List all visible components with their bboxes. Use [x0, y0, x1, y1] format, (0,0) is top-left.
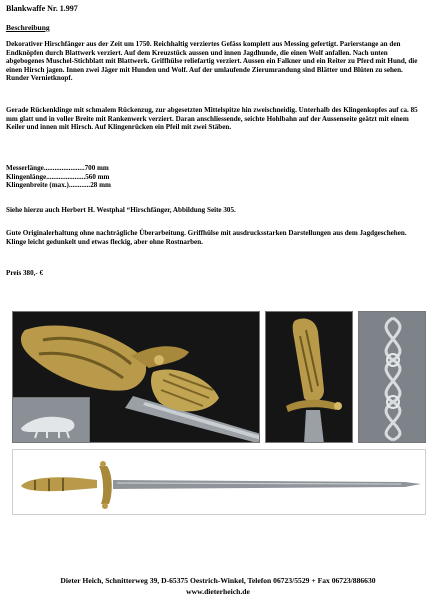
footer-website-link[interactable]: www.dieterheich.de — [186, 587, 250, 596]
reference-paragraph: Siehe hierzu auch Herbert H. Westphal “Hirschfänger, Abbildung Seite 305. — [6, 206, 236, 214]
photo-blade-boar-etching — [12, 397, 90, 443]
photo-full-sword — [12, 449, 426, 515]
specs-list — [6, 164, 111, 190]
spec-length: Messerlänge.......................700 mm — [6, 164, 109, 172]
photo-hilt-vertical — [265, 311, 353, 443]
condition-paragraph: Gute Originalerhaltung ohne nachträgliche Überarbeitung. Griffhülse mit ausdrucksstarken Darstellungen aus dem Jagdgeschehen. Klinge leicht gedunkelt und etwas fleckig, aber ohne Rostnarben. — [6, 229, 407, 246]
page-title: Blankwaffe Nr. 1.997 — [6, 4, 78, 13]
section-heading: Beschreibung — [6, 23, 50, 32]
description-paragraph-1: Dekorativer Hirschfänger aus der Zeit um 1750. Reichhaltig verziertes Gefäss komplett aus Messing gefertigt. Parierstange an den Endknöpfen durch Blattwerk verziert. Auf dem Kreuzstück aussen und innen Jagdhunde, die einen Wolf anfallen. Nach unten abgebogenes Muschel-Stichblatt mit Blattwerk. Griffhülse reliefartig verziert. Aussen ein Falkner und ein Reiter zu Pferd mit Hund, die einen Hirsch jagen. Innen zwei Jäger mit Hunden und Wolf. Auf der umlaufende Zierumrandung sind Blätter und Blüten zu sehen. Runder Vernietknopf. — [6, 40, 418, 83]
footer-contact: Dieter Heich, Schnitterweg 39, D-65375 Oestrich-Winkel, Telefon 06723/5529 + Fax 06723/886630 — [60, 576, 376, 585]
price: Preis 380,- € — [6, 269, 44, 277]
spec-blade-length: Klingenlänge......................560 mm — [6, 172, 110, 181]
photo-blade-etching — [358, 311, 426, 443]
description-paragraph-2: Gerade Rückenklinge mit schmalem Rückenzug, zur abgesetzten Mittelspitze hin zweischneidig. Unterhalb des Klingenkopfes auf ca. 85 mm glatt und in voller Breite mit Rankenwerk verziert. Daran anschliessende, seichte Hohlbahn auf der Aussenseite geätzt mit einem Keiler und innen mit Hirsch. Auf Klingenrücken ein Pfeil mit zwei Stäben. — [6, 106, 418, 132]
spec-blade-width: Klingenbreite (max.)............28 mm — [6, 181, 111, 190]
